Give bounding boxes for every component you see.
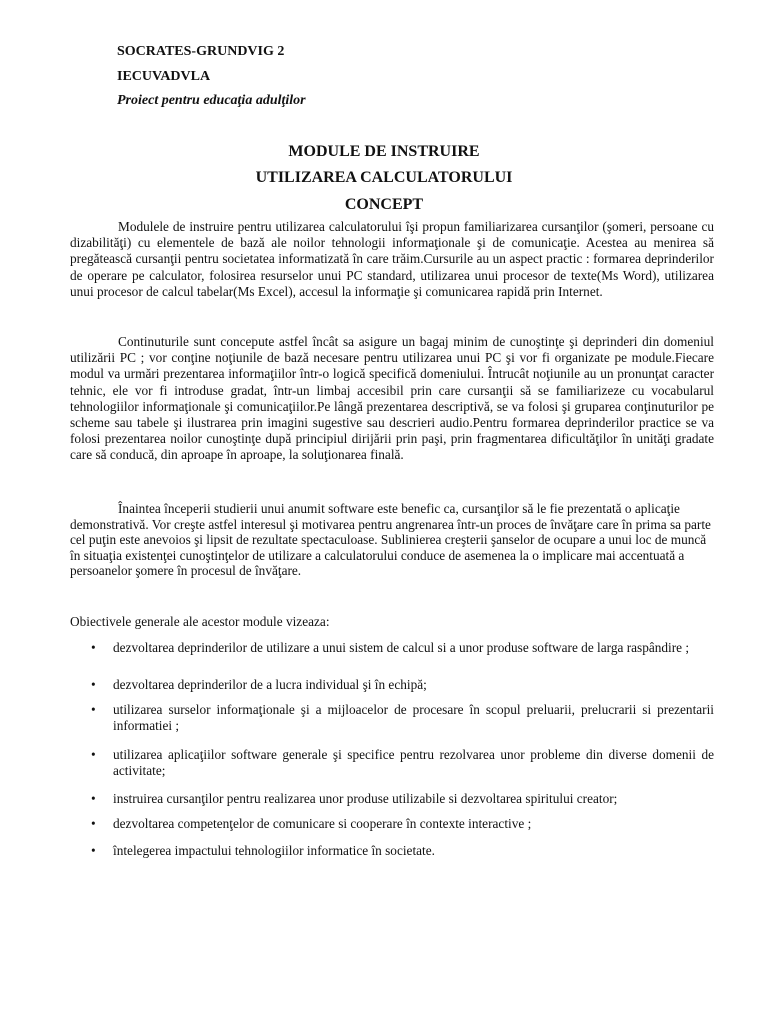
bullet-icon: • xyxy=(91,843,96,858)
paragraph-1: Modulele de instruire pentru utilizarea calculatorului îşi propun familiarizarea cursanţilor (şomeri, persoane cu dizabilităţi) cu elementele de bază ale noilor tehnologii informaţionale şi de comunicaţie. Acestea au menirea să pregătească cursanţii pentru societatea informatizată în care trăim.Cursurile au un aspect practic : formarea deprinderilor de operare pe calculator, folosirea resurselor unui PC standard, utilizarea unui procesor de texte(Ms Word), utilizarea unui procesor de calcul tabelar(Ms Excel), accesul la informaţie şi comunicarea rapidă prin Internet. xyxy=(70,219,714,299)
list-item xyxy=(70,791,714,816)
list-item-text: dezvoltarea deprinderilor de a lucra individual şi în echipă; xyxy=(113,677,427,692)
list-item xyxy=(70,677,714,702)
paragraph-3: Înaintea începerii studierii unui anumit software este benefic ca, cursanţilor să le fie prezentată o aplicaţie demonstrativă. Vor creşte astfel interesul şi motivarea pentru angrenarea într-un proces de învăţare care în prima sa parte cel puţin este anevoios şi lipsit de rezultate spectaculoase. Sublinierea creşterii şanselor de ocupare a unui loc de muncă în situaţia existenţei cunoştinţelor de utilizare a calculatorului conduce de asemenea la o implicare mai accentuată a persoanelor şomere în procesul de învăţare. xyxy=(70,501,711,579)
list-item-text: dezvoltarea deprinderilor de utilizare a unui sistem de calcul si a unor produse software de larga raspândire ; xyxy=(113,640,690,655)
bullet-icon: • xyxy=(91,747,96,762)
list-item-text: dezvoltarea competenţelor de comunicare si cooperare în contexte interactive ; xyxy=(113,816,532,831)
list-item-text: utilizarea aplicaţiilor software generale şi specifice pentru rezolvarea unor probleme din diverse domenii de activitate; xyxy=(113,747,714,778)
objectives-intro: Obiectivele generale ale acestor module vizeaza: xyxy=(70,614,330,629)
bullet-icon: • xyxy=(91,816,96,831)
project-code: IECUVADVLA xyxy=(117,69,211,84)
list-item-text: instruirea cursanţilor pentru realizarea unor produse utilizabile si dezvoltarea spiritului creator; xyxy=(113,791,618,806)
document-title-line-1: MODULE DE INSTRUIRE xyxy=(288,143,480,160)
bullet-icon: • xyxy=(91,702,96,717)
document-title-line-2: UTILIZAREA CALCULATORULUI xyxy=(255,169,513,186)
bullet-icon: • xyxy=(91,791,96,806)
list-item xyxy=(70,843,714,863)
bullet-icon: • xyxy=(91,677,96,692)
list-item-text: utilizarea surselor informaţionale şi a mijloacelor de procesare în scopul preluarii, prelucrarii si prezentarii informatiei ; xyxy=(113,702,714,733)
list-item xyxy=(70,816,714,843)
project-subtitle: Proiect pentru educaţia adulţilor xyxy=(117,93,306,108)
list-item xyxy=(70,747,714,791)
list-item xyxy=(70,702,714,747)
program-name: SOCRATES-GRUNDVIG 2 xyxy=(117,44,285,59)
list-item xyxy=(70,640,714,677)
objectives-list xyxy=(70,640,714,863)
document-title-line-3: CONCEPT xyxy=(344,196,424,213)
list-item-text: întelegerea impactului tehnologiilor informatice în societate. xyxy=(113,843,435,858)
bullet-icon: • xyxy=(91,640,96,655)
paragraph-2: Continuturile sunt concepute astfel încât sa asigure un bagaj minim de cunoştinţe şi deprinderi din domeniul utilizării PC ; vor conţine noţiunile de bază necesare pentru utilizarea unui PC şi vor fi organizate pe module.Fiecare modul va urmări prezentarea informaţiilor într-o logică specifică domeniului. Întrucât noţiunile au un pronunţat caracter tehnic, ele vor fi introduse gradat, într-un limbaj accesibil prin care cursanţii să se familiarizeze cu vocabularul tehnologiilor informaţionale şi comunicaţiilor.Pe lângă prezentarea descriptivă, se va folosi şi gruparea conţinuturilor pe scheme sau tabele şi ilustrarea prin imagini sugestive sau descrieri audio.Pentru formarea deprinderilor practice se va folosi prezentarea noilor cunoştinţe după principiul dirijării prin paşi, prin fragmentarea dificultăţilor în unităţi gradate care să conducă, din aproape în aproape, la soluţionarea finală. xyxy=(70,334,714,463)
